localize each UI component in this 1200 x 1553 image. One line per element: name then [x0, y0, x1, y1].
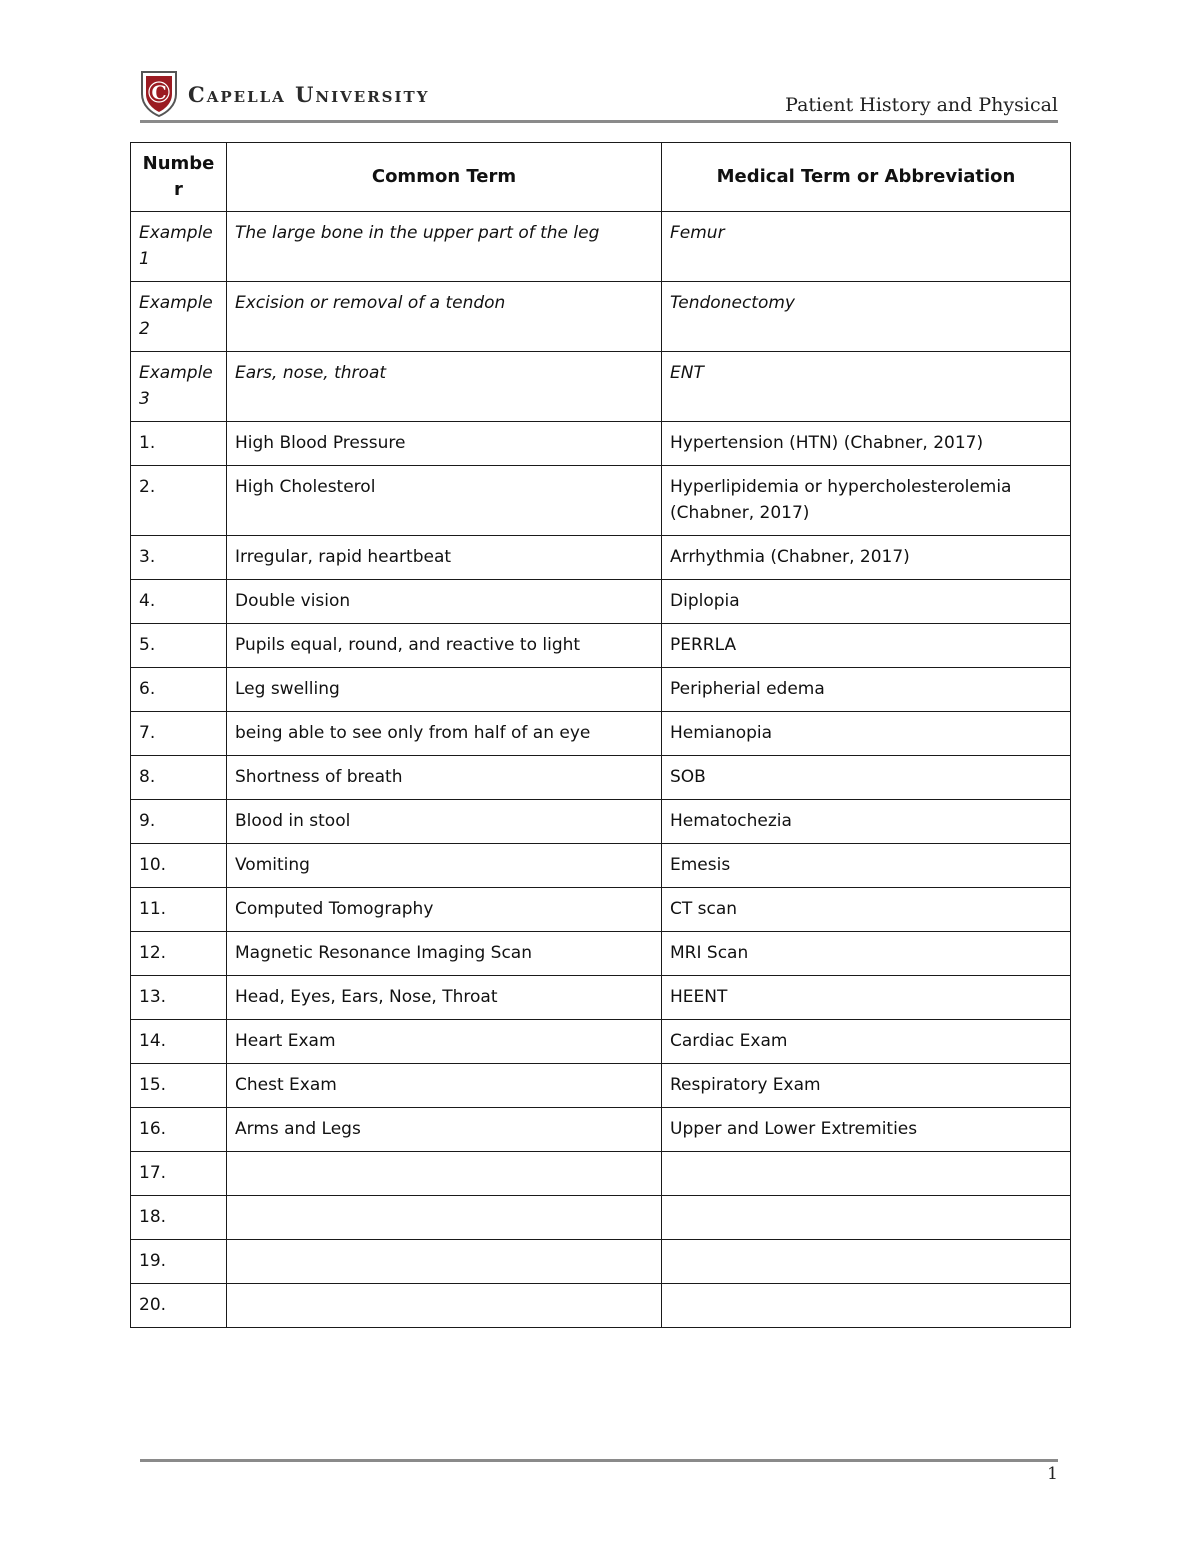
cell-number: 2.: [131, 466, 227, 536]
cell-medical-term: Diplopia: [662, 580, 1071, 624]
cell-common-term: The large bone in the upper part of the leg: [227, 212, 662, 282]
cell-common-term: Ears, nose, throat: [227, 352, 662, 422]
cell-number: 20.: [131, 1284, 227, 1328]
cell-medical-term: Respiratory Exam: [662, 1064, 1071, 1108]
cell-medical-term: Upper and Lower Extremities: [662, 1108, 1071, 1152]
cell-medical-term: Hemianopia: [662, 712, 1071, 756]
page-number: 1: [1047, 1464, 1058, 1484]
cell-number: Example 1: [131, 212, 227, 282]
table-row: [131, 1196, 1071, 1240]
capella-logo: [140, 70, 429, 118]
column-header-medical-term: Medical Term or Abbreviation: [662, 143, 1071, 212]
table-row: [131, 800, 1071, 844]
cell-medical-term: Hematochezia: [662, 800, 1071, 844]
cell-number: 10.: [131, 844, 227, 888]
table-row: [131, 888, 1071, 932]
cell-medical-term: [662, 1240, 1071, 1284]
cell-common-term: Magnetic Resonance Imaging Scan: [227, 932, 662, 976]
cell-number: 7.: [131, 712, 227, 756]
shield-icon: [140, 70, 178, 118]
footer-divider: [140, 1459, 1058, 1462]
table-row: [131, 756, 1071, 800]
cell-common-term: [227, 1196, 662, 1240]
cell-number: 11.: [131, 888, 227, 932]
table-row: [131, 466, 1071, 536]
cell-common-term: Leg swelling: [227, 668, 662, 712]
cell-number: 12.: [131, 932, 227, 976]
cell-common-term: Double vision: [227, 580, 662, 624]
table-row: [131, 1240, 1071, 1284]
cell-number: 5.: [131, 624, 227, 668]
cell-common-term: Computed Tomography: [227, 888, 662, 932]
cell-common-term: High Cholesterol: [227, 466, 662, 536]
cell-number: 8.: [131, 756, 227, 800]
column-header-number: Number: [131, 143, 227, 212]
cell-common-term: Arms and Legs: [227, 1108, 662, 1152]
cell-common-term: Pupils equal, round, and reactive to light: [227, 624, 662, 668]
cell-medical-term: Hyperlipidemia or hypercholesterolemia (Chabner, 2017): [662, 466, 1071, 536]
page-header: [140, 68, 1058, 124]
table-row: [131, 624, 1071, 668]
cell-common-term: Chest Exam: [227, 1064, 662, 1108]
cell-common-term: being able to see only from half of an eye: [227, 712, 662, 756]
cell-number: 4.: [131, 580, 227, 624]
terms-table: [130, 142, 1071, 1328]
cell-common-term: High Blood Pressure: [227, 422, 662, 466]
table-header-row: [131, 143, 1071, 212]
table-row: [131, 536, 1071, 580]
cell-medical-term: CT scan: [662, 888, 1071, 932]
cell-common-term: Blood in stool: [227, 800, 662, 844]
brand-name: Capella University: [188, 81, 430, 107]
cell-common-term: Excision or removal of a tendon: [227, 282, 662, 352]
cell-medical-term: SOB: [662, 756, 1071, 800]
cell-number: 3.: [131, 536, 227, 580]
cell-common-term: [227, 1240, 662, 1284]
cell-common-term: Vomiting: [227, 844, 662, 888]
cell-medical-term: Cardiac Exam: [662, 1020, 1071, 1064]
table-row: [131, 932, 1071, 976]
example-row: [131, 212, 1071, 282]
cell-number: 15.: [131, 1064, 227, 1108]
table-row: [131, 668, 1071, 712]
cell-number: 9.: [131, 800, 227, 844]
table-row: [131, 844, 1071, 888]
example-row: [131, 352, 1071, 422]
svg-text:C: C: [151, 82, 167, 104]
cell-number: Example 2: [131, 282, 227, 352]
cell-common-term: Irregular, rapid heartbeat: [227, 536, 662, 580]
cell-number: 18.: [131, 1196, 227, 1240]
column-header-common-term: Common Term: [227, 143, 662, 212]
cell-medical-term: ENT: [662, 352, 1071, 422]
cell-medical-term: Tendonectomy: [662, 282, 1071, 352]
cell-common-term: Head, Eyes, Ears, Nose, Throat: [227, 976, 662, 1020]
cell-common-term: [227, 1284, 662, 1328]
table-row: [131, 1108, 1071, 1152]
table-row: [131, 422, 1071, 466]
cell-common-term: Shortness of breath: [227, 756, 662, 800]
cell-number: 6.: [131, 668, 227, 712]
document-title: Patient History and Physical: [785, 94, 1058, 116]
cell-number: 13.: [131, 976, 227, 1020]
table-row: [131, 976, 1071, 1020]
table-row: [131, 1064, 1071, 1108]
table-row: [131, 580, 1071, 624]
cell-medical-term: [662, 1284, 1071, 1328]
cell-number: 14.: [131, 1020, 227, 1064]
cell-medical-term: HEENT: [662, 976, 1071, 1020]
cell-medical-term: [662, 1152, 1071, 1196]
cell-number: Example 3: [131, 352, 227, 422]
cell-common-term: Heart Exam: [227, 1020, 662, 1064]
cell-medical-term: [662, 1196, 1071, 1240]
cell-number: 1.: [131, 422, 227, 466]
cell-medical-term: MRI Scan: [662, 932, 1071, 976]
cell-medical-term: Arrhythmia (Chabner, 2017): [662, 536, 1071, 580]
header-divider: [140, 120, 1058, 123]
cell-number: 17.: [131, 1152, 227, 1196]
cell-number: 19.: [131, 1240, 227, 1284]
cell-common-term: [227, 1152, 662, 1196]
cell-number: 16.: [131, 1108, 227, 1152]
cell-medical-term: Peripherial edema: [662, 668, 1071, 712]
cell-medical-term: Hypertension (HTN) (Chabner, 2017): [662, 422, 1071, 466]
table-row: [131, 1020, 1071, 1064]
cell-medical-term: Femur: [662, 212, 1071, 282]
table-row: [131, 1152, 1071, 1196]
example-row: [131, 282, 1071, 352]
table-row: [131, 1284, 1071, 1328]
cell-medical-term: PERRLA: [662, 624, 1071, 668]
table-row: [131, 712, 1071, 756]
cell-medical-term: Emesis: [662, 844, 1071, 888]
